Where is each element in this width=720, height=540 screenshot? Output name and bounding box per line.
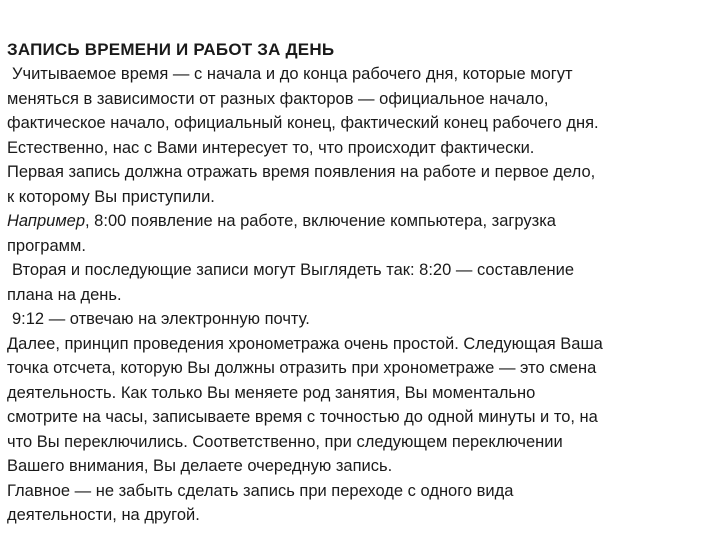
text-line: деятельность. Как только Вы меняете род занятия, Вы моментально [7,383,536,402]
slide-title: ЗАПИСЬ ВРЕМЕНИ И РАБОТ ЗА ДЕНЬ [7,40,335,59]
text-line: Естественно, нас с Вами интересует то, что происходит фактически. [7,138,535,157]
slide-content [7,38,713,528]
text-line: фактическое начало, официальный конец, фактический конец рабочего дня. [7,114,599,132]
text-line: плана на день. [7,285,122,304]
slide-body [7,62,713,528]
example-emphasis: Например [7,212,86,230]
text-line-example [7,209,713,234]
text-line: Вашего внимания, Вы делаете очередную запись. [7,457,393,475]
text-line: к которому Вы приступили. [7,187,215,206]
text-line: Вторая и последующие записи могут Выглядеть так: 8:20 — составление [12,261,575,279]
example-text: , 8:00 появление на работе, включение компьютера, загрузка [85,212,556,230]
text-line: программ. [7,236,86,255]
text-line: что Вы переключились. Соответственно, при следующем переключении [7,432,563,451]
text-line: 9:12 — отвечаю на электронную почту. [12,310,310,328]
text-line: Далее, принцип проведения хронометража очень простой. Следующая Ваша [7,334,603,353]
text-line: Главное — не забыть сделать запись при переходе с одного вида [7,481,514,500]
text-line: деятельности, на другой. [7,506,200,524]
text-line: Первая запись должна отражать время появления на работе и первое дело, [7,163,596,181]
text-line: точка отсчета, которую Вы должны отразить при хронометраже — это смена [7,359,597,377]
text-line: смотрите на часы, записываете время с точностью до одной минуты и то, на [7,408,598,426]
text-line: Учитываемое время — с начала и до конца рабочего дня, которые могут [12,65,573,83]
text-line: меняться в зависимости от разных факторов — официальное начало, [7,89,549,108]
